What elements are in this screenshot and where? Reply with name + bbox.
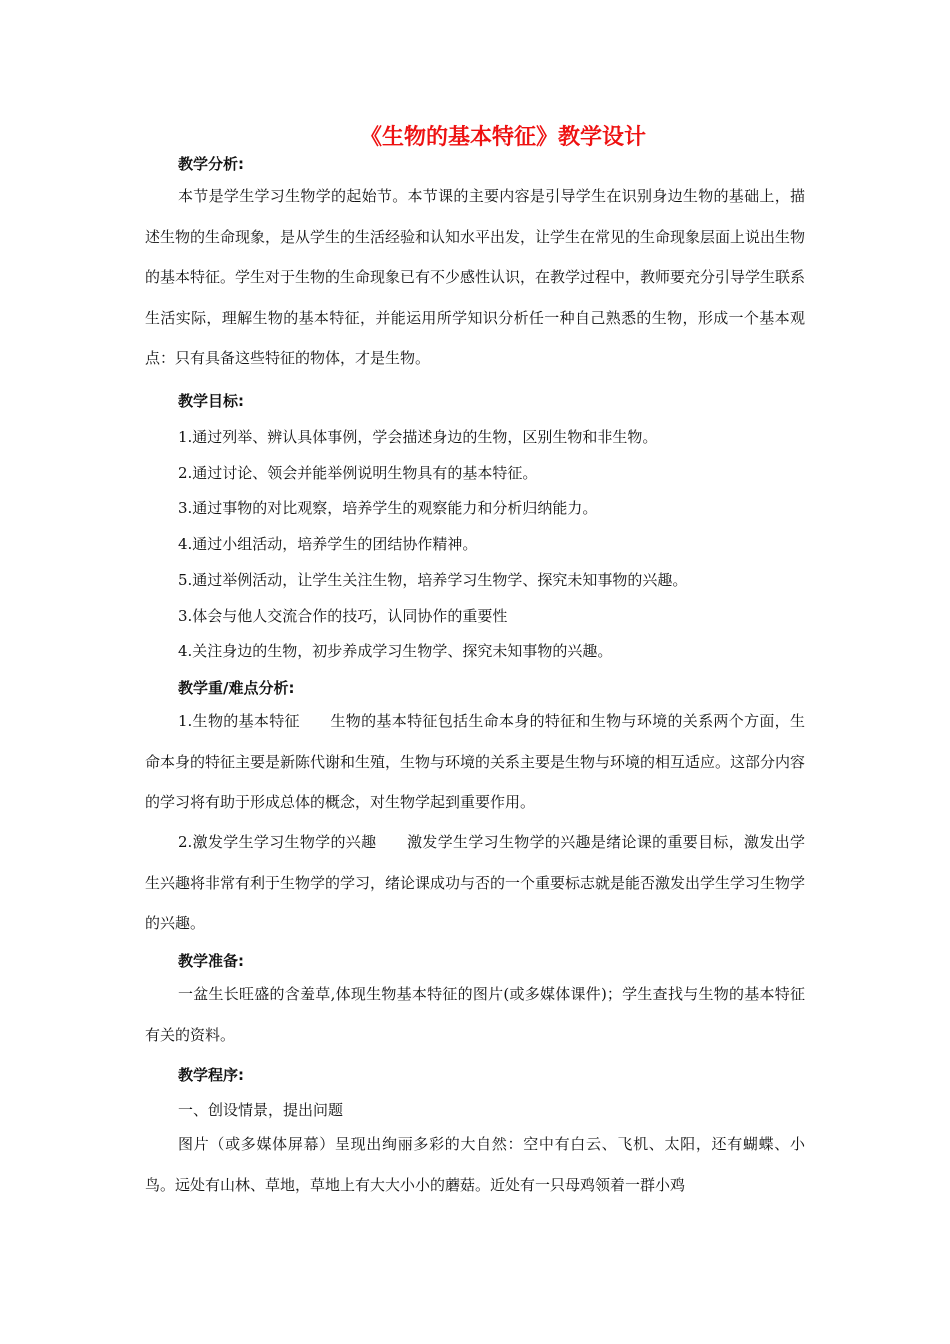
procedure-step: 一、创设情景，提出问题 xyxy=(178,1101,344,1119)
goal-item: 4.通过小组活动，培养学生的团结协作精神。 xyxy=(178,535,478,553)
goal-item: 3.体会与他人交流合作的技巧，认同协作的重要性 xyxy=(178,607,508,625)
goal-item: 1.通过列举、辨认具体事例，学会描述身边的生物，区别生物和非生物。 xyxy=(178,428,658,446)
key-point-paragraph: 1.生物的基本特征 生物的基本特征包括生命本身的特征和生物与环境的关系两个方面，生命本身的特征主要是新陈代谢和生殖，生物与环境的关系主要是生物与环境的相互适应。这部分内容的学习将有助于形成总体的概念，对生物学起到重要作用。 xyxy=(145,712,806,811)
document-title: 《生物的基本特征》教学设计 xyxy=(360,125,647,150)
key-point-paragraph: 2.激发学生学习生物学的兴趣 激发学生学习生物学的兴趣是绪论课的重要目标，激发出学生兴趣将非常有利于生物学的学习，绪论课成功与否的一个重要标志就是能否激发出学生学习生物学的兴趣。 xyxy=(145,833,806,932)
heading-preparation: 教学准备: xyxy=(178,952,244,970)
heading-key-points: 教学重/难点分析: xyxy=(178,679,295,697)
heading-analysis: 教学分析: xyxy=(178,155,244,173)
analysis-paragraph: 本节是学生学习生物学的起始节。本节课的主要内容是引导学生在识别身边生物的基础上，描述生物的生命现象，是从学生的生活经验和认知水平出发，让学生在常见的生命现象层面上说出生物的基本特征。学生对于生物的生命现象已有不少感性认识，在教学过程中，教师要充分引导学生联系生活实际，理解生物的基本特征，并能运用所学知识分析任一种自己熟悉的生物，形成一个基本观点：只有具备这些特征的物体，才是生物。 xyxy=(145,187,806,367)
goal-item: 3.通过事物的对比观察，培养学生的观察能力和分析归纳能力。 xyxy=(178,499,598,517)
goal-item: 4.关注身边的生物，初步养成学习生物学、探究未知事物的兴趣。 xyxy=(178,642,613,660)
procedure-paragraph: 图片（或多媒体屏幕）呈现出绚丽多彩的大自然：空中有白云、飞机、太阳，还有蝴蝶、小鸟。远处有山林、草地，草地上有大大小小的蘑菇。近处有一只母鸡领着一群小鸡 xyxy=(145,1135,805,1194)
goal-item: 2.通过讨论、领会并能举例说明生物具有的基本特征。 xyxy=(178,464,538,482)
goal-item: 5.通过举例活动，让学生关注生物，培养学习生物学、探究未知事物的兴趣。 xyxy=(178,571,688,589)
heading-goals: 教学目标: xyxy=(178,392,244,410)
preparation-paragraph: 一盆生长旺盛的含羞草,体现生物基本特征的图片(或多媒体课件)；学生查找与生物的基本特征有关的资料。 xyxy=(145,985,805,1044)
heading-procedure: 教学程序: xyxy=(178,1066,244,1084)
